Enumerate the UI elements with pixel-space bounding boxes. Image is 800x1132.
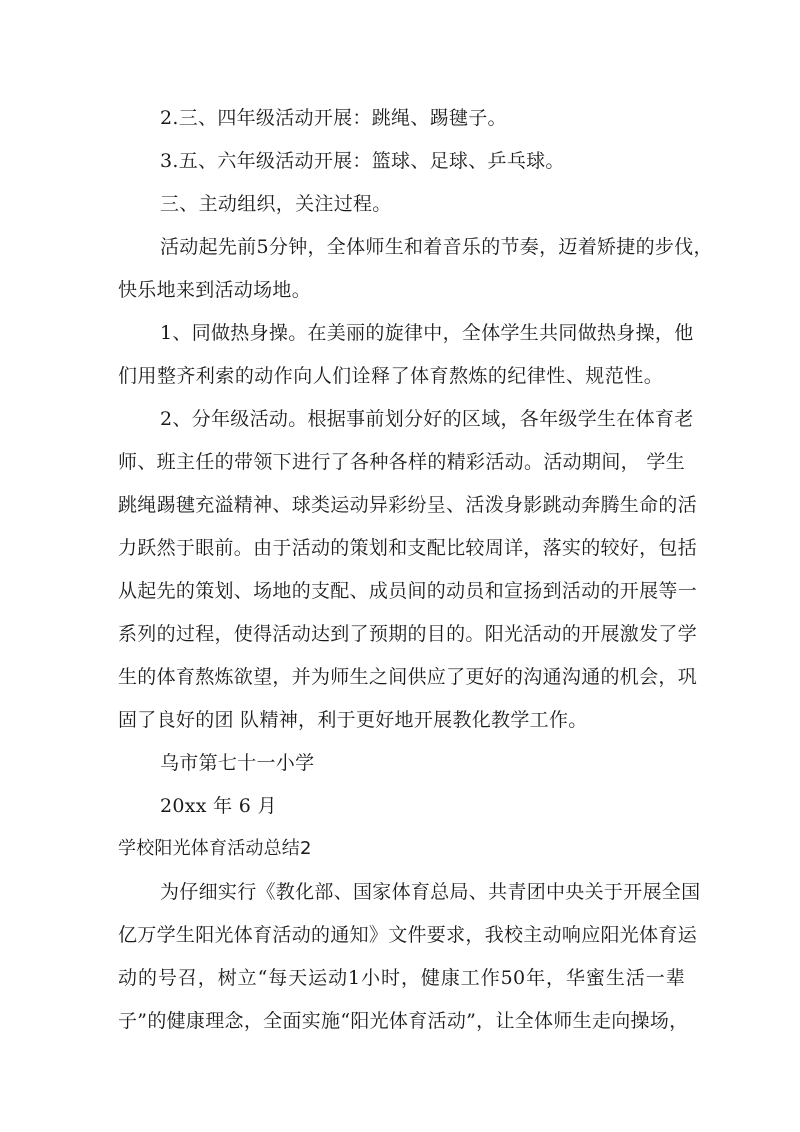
paragraph-line: 2、分年级活动。根据事前划分好的区域，各年级学生在体育老	[160, 408, 694, 430]
list-item-grade-3-4: 2.三、四年级活动开展：跳绳、踢毽子。	[160, 107, 507, 129]
paragraph-line: 跳绳踢毽充溢精神、球类运动异彩纷呈、活泼身影跳动奔腾生命的活	[118, 494, 698, 516]
list-item-grade-5-6: 3.五、六年级活动开展：篮球、足球、乒乓球。	[160, 150, 565, 172]
paragraph-line: 从起先的策划、场地的支配、成员间的动员和宣扬到活动的开展等一	[118, 580, 698, 602]
paragraph-line: 为仔细实行《教化部、国家体育总局、共青团中央关于开展全国	[160, 881, 701, 903]
paragraph-line: 师、班主任的带领下进行了各种各样的精彩活动。活动期间， 学生	[118, 451, 685, 473]
paragraph-line: 系列的过程，使得活动达到了预期的目的。阳光活动的开展激发了学	[118, 623, 698, 645]
paragraph-line: 动的号召，树立“每天运动1小时，健康工作50年，华蜜生活一辈	[118, 967, 685, 989]
document-title-2: 学校阳光体育活动总结2	[118, 838, 312, 859]
paragraph-line: 亿万学生阳光体育活动的通知》文件要求，我校主动响应阳光体育运	[118, 924, 698, 946]
paragraph-line: 活动起先前5分钟，全体师生和着音乐的节奏，迈着矫捷的步伐，	[160, 236, 713, 258]
paragraph-line: 生的体育熬炼欲望，并为师生之间供应了更好的沟通沟通的机会，巩	[118, 666, 698, 688]
paragraph-line: 快乐地来到活动场地。	[118, 279, 312, 301]
section-heading-3: 三、主动组织，关注过程。	[160, 193, 392, 215]
paragraph-line: 子”的健康理念，全面实施“阳光体育活动”，让全体师生走向操场，	[118, 1010, 689, 1032]
date-line: 20xx 年 6 月	[160, 795, 277, 817]
paragraph-line: 1、同做热身操。在美丽的旋律中，全体学生共同做热身操，他	[160, 322, 694, 344]
school-signature: 乌市第七十一小学	[160, 752, 315, 774]
paragraph-line: 力跃然于眼前。由于活动的策划和支配比较周详，落实的较好，包括	[118, 537, 698, 559]
paragraph-line: 固了良好的团 队精神，利于更好地开展教化教学工作。	[118, 709, 588, 731]
paragraph-line: 们用整齐利索的动作向人们诠释了体育熬炼的纪律性、规范性。	[118, 365, 663, 387]
